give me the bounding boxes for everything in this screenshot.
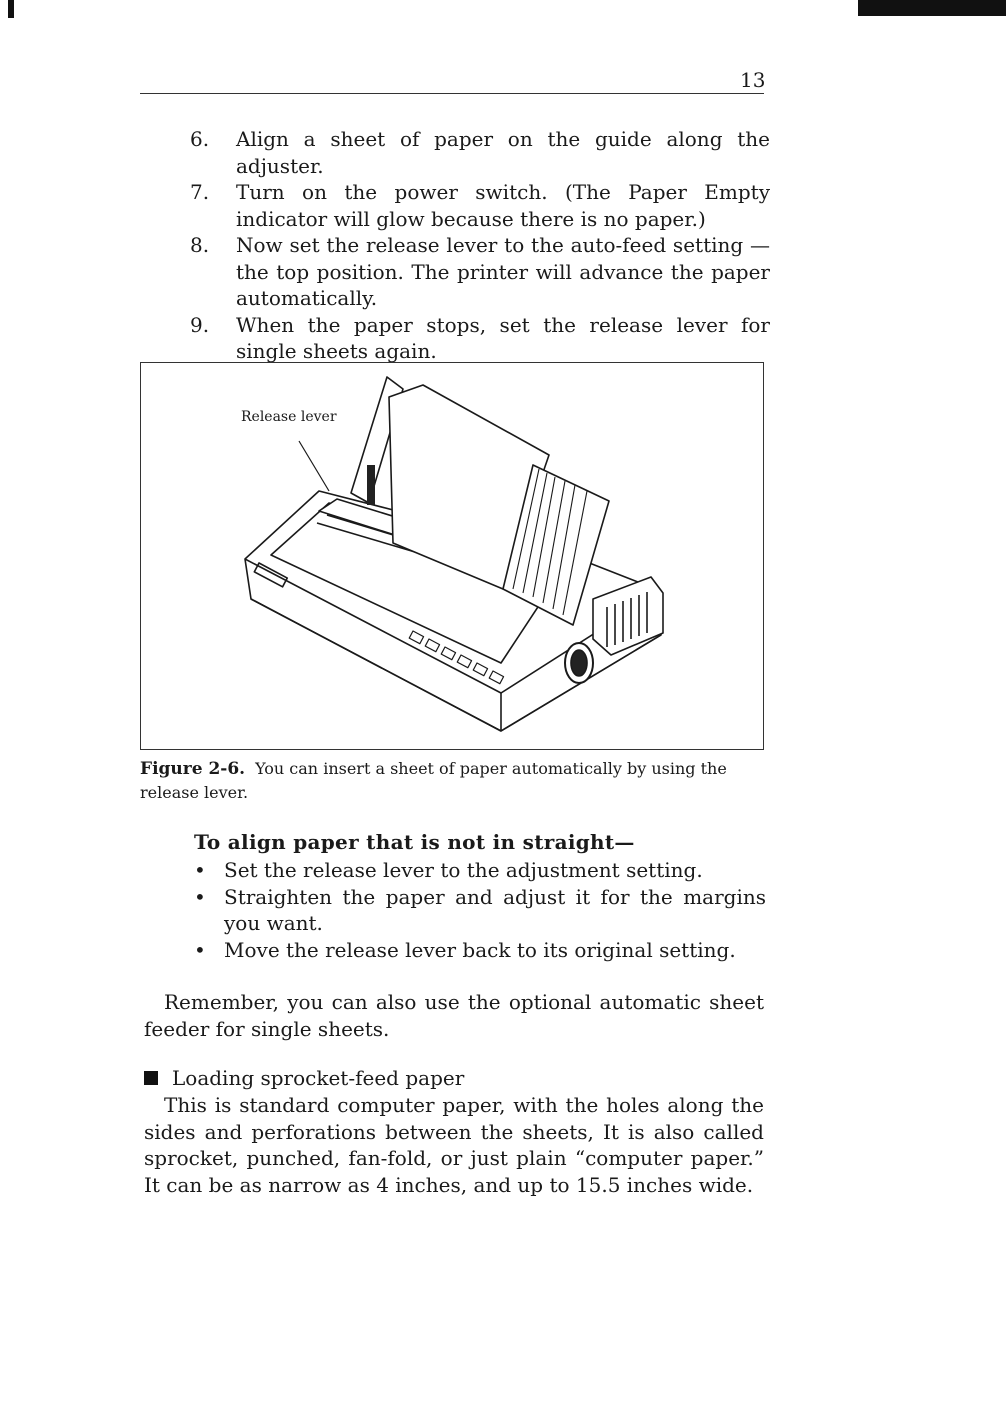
bullet-text: Straighten the paper and adjust it for the margins you want. [224, 884, 766, 935]
step-item [190, 232, 770, 312]
step-item [190, 179, 770, 232]
scan-mark-left [8, 0, 14, 18]
bullet-dot-icon: • [194, 884, 206, 909]
page-number: 13 [740, 68, 766, 92]
sprocket-title-text: Loading sprocket-feed paper [172, 1066, 465, 1090]
sprocket-paragraph: This is standard computer paper, with the holes along the sides and perforations between the sheets, It is also called sprocket, punched, fan-fold, or just plain “computer paper.” It can be as narrow as 4 inches, and up to 15.5 inches wide. [144, 1093, 764, 1197]
header-rule [140, 93, 764, 94]
align-heading: To align paper that is not in straight— [194, 830, 635, 854]
square-bullet-icon [144, 1071, 158, 1085]
step-number: 6. [190, 127, 210, 151]
caption-text: You can insert a sheet of paper automatically by using the release lever. [140, 759, 727, 802]
bullet-text: Set the release lever to the adjustment setting. [224, 858, 703, 882]
step-number: 8. [190, 233, 210, 257]
step-number: 7. [190, 180, 210, 204]
step-text: Now set the release lever to the auto-feed setting — the top position. The printer will advance the paper automatically. [236, 233, 770, 310]
align-bullet-list [190, 857, 766, 963]
bullet-text: Move the release lever back to its original setting. [224, 937, 736, 962]
caption-label: Figure 2-6. [140, 759, 246, 779]
bullet-item [190, 857, 766, 884]
bullet-item [190, 937, 766, 964]
figure-frame [140, 362, 764, 750]
step-text: Turn on the power switch. (The Paper Empty indicator will glow because there is no paper.) [236, 180, 770, 231]
step-item [190, 312, 770, 365]
step-text: When the paper stops, set the release lever for single sheets again. [236, 312, 770, 363]
steps-list [190, 126, 770, 365]
bullet-item [190, 884, 766, 937]
remember-paragraph: Remember, you can also use the optional automatic sheet feeder for single sheets. [144, 990, 764, 1041]
figure-callout-label: Release lever [241, 409, 337, 425]
scan-mark-right [858, 0, 1006, 16]
bullet-dot-icon: • [194, 858, 206, 882]
sprocket-section-title [144, 1066, 464, 1090]
figure-caption [140, 757, 764, 805]
printer-illustration [141, 363, 763, 749]
step-number: 9. [190, 312, 210, 337]
step-text: Align a sheet of paper on the guide along the adjuster. [236, 127, 770, 178]
bullet-dot-icon: • [194, 937, 206, 962]
step-item [190, 126, 770, 179]
